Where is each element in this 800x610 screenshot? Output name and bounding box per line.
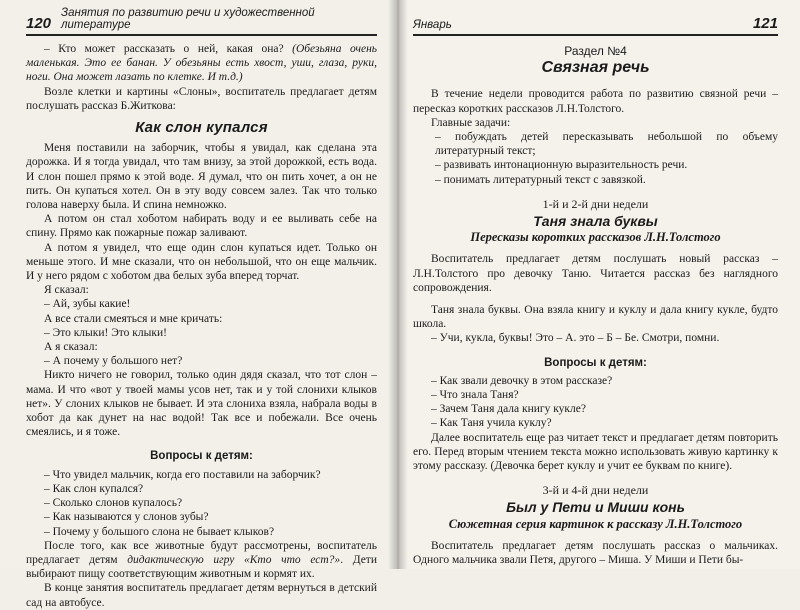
- running-title-left: Занятия по развитию речи и художественной литературе: [61, 7, 315, 31]
- dialog-line: А все стали смеяться и мне кричать:: [44, 312, 223, 325]
- question-item: – Как звали девочку в этом рассказе?: [431, 374, 613, 387]
- task-item: – побуждать детей пересказывать небольшой по объему литературный текст;: [435, 131, 778, 158]
- questions-heading-right: Вопросы к детям:: [544, 356, 647, 369]
- tasks-label: Главные задачи:: [431, 116, 511, 129]
- page-number-left: 120: [26, 15, 52, 32]
- task-item: – понимать литературный текст с завязкой.: [435, 173, 646, 186]
- question-item: – Сколько слонов купалось?: [44, 497, 183, 510]
- dialog-line: А я сказал:: [44, 341, 98, 354]
- story-paragraph: А потом я увидел, что еще один слон купаться идет. Только он меньше этого. И мне сказали, что он небольшой, что он еще мальчик. И у него рядом с хоботом два белых зуба вперед торчат.: [26, 241, 377, 283]
- story-title-horse: Был у Пети и Миши конь: [506, 499, 685, 516]
- question-item: – Как слон купался?: [44, 482, 144, 495]
- right-page: [395, 0, 800, 569]
- section-label: Раздел №4: [564, 44, 627, 58]
- question-item: – Что увидел мальчик, когда его поставили на заборчик?: [44, 468, 321, 481]
- tanya-intro: Воспитатель предлагает детям послушать новый рассказ – Л.Н.Толстого про девочку Таню. Читается рассказ без наглядного сопровождения.: [413, 253, 778, 294]
- final-paragraph: В конце занятия воспитатель предлагает детям вернуться в детский сад на автобусе.: [26, 582, 377, 609]
- retell-paragraph: Далее воспитатель еще раз читает текст и предлагает детям повторить его. Перед вторым чтением текста можно использовать живую картинку к этому рассказу. (Девочка берет куклу и учит ее буквам по книге).: [413, 431, 778, 473]
- right-page-header: [413, 8, 778, 36]
- story-paragraph: Меня поставили на заборчик, чтобы я увидал, как сделана эта дорожка. И я тогда увидал, что там внизу, за этой дорожкой, есть вода. И слон пошел прямо к этой воде. Я думал, что он пить хочет, а он не пить. Он купаться хотел. Он в эту воду совсем залез. Так что только голова наверху была. И спина немножко.: [26, 142, 377, 212]
- question-item: – Почему у большого слона не бывает клыков?: [44, 525, 275, 538]
- horse-intro: Воспитатель предлагает детям послушать рассказ о мальчиках. Одного мальчика звали Петя, другого – Миша. У Миши и Пети бы-: [413, 539, 778, 567]
- dialog-line: Я сказал:: [44, 284, 89, 297]
- right-page-content: [413, 44, 778, 567]
- page-number-right: 121: [752, 15, 778, 32]
- running-title-right: Январь: [413, 19, 452, 31]
- left-page: [0, 0, 395, 609]
- story-subtitle-horse: Сюжетная серия картинок к рассказу Л.Н.Толстого: [448, 516, 743, 531]
- dialog-line: – Это клыки! Это клыки!: [44, 326, 167, 339]
- monkey-question: – Кто может рассказать о ней, какая она? (Обезьяна очень маленькая. Это ее банан. У обезьяны есть хвост, уши, глаза, руки, ноги. Она может лазать по клетке. И т.д.): [26, 43, 378, 84]
- elephant-intro: Возле клетки и картины «Слоны», воспитатель предлагает детям послушать рассказ Б.Житкова:: [26, 85, 377, 112]
- game-paragraph: После того, как все животные будут рассмотрены, воспитатель предлагает детям дидактическую игру «Кто что ест?». Дети выбирают пищу соответствующим животным и кормят их.: [26, 539, 377, 581]
- tanya-quote: – Учи, кукла, буквы! Это – А. это – Б – Бе. Смотри, помни.: [431, 332, 720, 345]
- left-page-content: [26, 42, 377, 610]
- question-item: – Что знала Таня?: [431, 389, 519, 402]
- task-item: – развивать интонационную выразительность речи.: [435, 159, 688, 172]
- question-item: – Как Таня учила куклу?: [431, 417, 552, 430]
- questions-heading-left: Вопросы к детям:: [150, 450, 253, 463]
- question-item: – Как называются у слонов зубы?: [44, 511, 209, 524]
- days-heading-2: 3-й и 4-й дни недели: [542, 483, 649, 498]
- question-item: – Зачем Таня дала книгу кукле?: [431, 403, 586, 416]
- dialog-line: – Ай, зубы какие!: [44, 298, 131, 311]
- story-ending: Никто ничего не говорил, только один дядя сказал, что тот слон – мама. И что «вот у твоей мамы усов нет, так и у той слонихи клыков нет». У слоних клыков не бывает. И эта слониха взяла, набрала воды в хобот да как дунет на нас водой! Так все и побежали. Все очень смеялись, и я тоже.: [26, 369, 377, 439]
- dialog-line: – А почему у большого нет?: [44, 355, 183, 368]
- left-page-header: [26, 8, 377, 36]
- section-intro: В течение недели проводится работа по развитию связной речи – пересказ коротких рассказов Л.Н.Толстого.: [413, 88, 778, 115]
- story-paragraph: А потом он стал хоботом набирать воду и ее выливать себе на спину. Прямо как пожарные пожар заливают.: [26, 213, 377, 240]
- tanya-story: Таня знала буквы. Она взяла книгу и куклу и дала книгу кукле, будто школа.: [413, 304, 778, 331]
- section-title: Связная речь: [541, 59, 650, 77]
- story-title-tanya: Таня знала буквы: [533, 213, 658, 230]
- story-title-elephant: Как слон купался: [135, 119, 268, 137]
- days-heading-1: 1-й и 2-й дни недели: [542, 196, 649, 211]
- story-subtitle-tanya: Пересказы коротких рассказов Л.Н.Толстого: [470, 230, 721, 245]
